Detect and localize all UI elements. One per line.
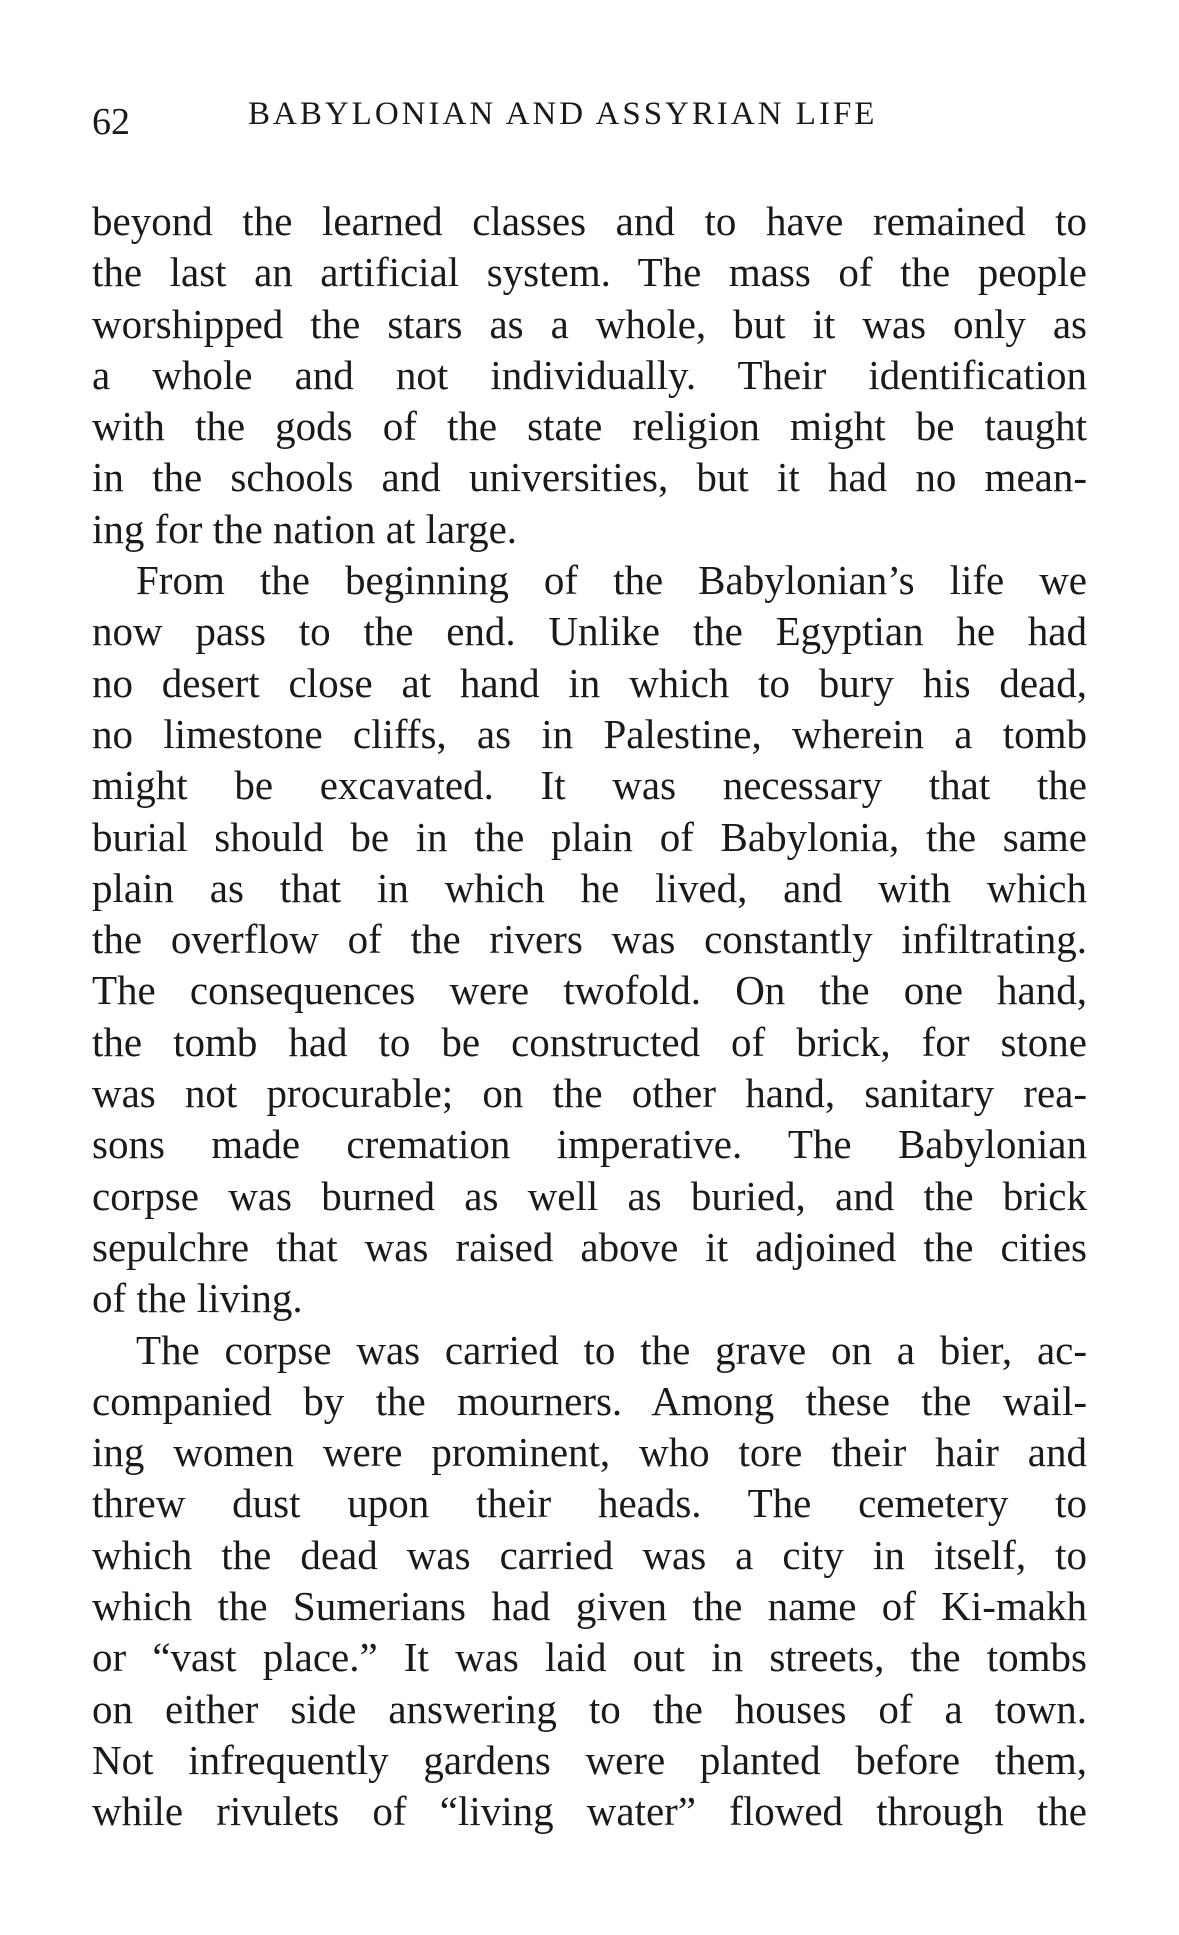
text-line: The corpse was carried to the grave on a bier, ac- bbox=[136, 1326, 1087, 1373]
text-line: no desert close at hand in which to bury his dead, bbox=[92, 659, 1087, 706]
text-line: was not procurable; on the other hand, sanitary rea- bbox=[92, 1070, 1087, 1117]
text-line: The consequences were twofold. On the one hand, bbox=[92, 967, 1087, 1014]
text-line: now pass to the end. Unlike the Egyptian he had bbox=[92, 608, 1087, 655]
body-text bbox=[92, 196, 1087, 1838]
text-line: of the living. bbox=[92, 1275, 303, 1322]
text-line: sons made cremation imperative. The Babylonian bbox=[92, 1121, 1087, 1168]
text-line: companied by the mourners. Among these the wail- bbox=[92, 1377, 1087, 1424]
text-line: beyond the learned classes and to have remained to bbox=[92, 198, 1087, 244]
text-line: the last an artificial system. The mass of the people bbox=[92, 249, 1087, 296]
text-line: ing women were prominent, who tore their hair and bbox=[92, 1429, 1087, 1476]
text-line: no limestone cliffs, as in Palestine, wherein a tomb bbox=[92, 710, 1087, 757]
text-line: worshipped the stars as a whole, but it was only as bbox=[92, 300, 1087, 347]
text-line: From the beginning of the Babylonian’s life we bbox=[136, 557, 1087, 604]
running-title: BABYLONIAN AND ASSYRIAN LIFE bbox=[248, 96, 878, 132]
text-line: the tomb had to be constructed of brick, for stone bbox=[92, 1018, 1087, 1065]
text-line: plain as that in which he lived, and with which bbox=[92, 864, 1087, 911]
page-number: 62 bbox=[92, 101, 130, 143]
text-line: threw dust upon their heads. The cemetery to bbox=[92, 1480, 1087, 1527]
text-line: the overflow of the rivers was constantly infiltrating. bbox=[92, 916, 1087, 963]
text-line: in the schools and universities, but it had no mean- bbox=[92, 454, 1087, 501]
text-line: which the dead was carried was a city in itself, to bbox=[92, 1531, 1087, 1578]
text-line: a whole and not individually. Their identification bbox=[92, 351, 1087, 398]
text-line: which the Sumerians had given the name of Ki-makh bbox=[92, 1583, 1087, 1630]
text-line: or “vast place.” It was laid out in streets, the tombs bbox=[92, 1634, 1087, 1681]
text-line: with the gods of the state religion might be taught bbox=[92, 403, 1087, 450]
paragraph bbox=[92, 555, 1087, 1324]
text-line: might be excavated. It was necessary that the bbox=[92, 762, 1087, 809]
text-line: sepulchre that was raised above it adjoined the cities bbox=[92, 1223, 1087, 1270]
text-line: Not infrequently gardens were planted before them, bbox=[92, 1736, 1087, 1783]
paragraph bbox=[92, 196, 1087, 555]
text-line: on either side answering to the houses of a town. bbox=[92, 1685, 1087, 1732]
text-line: while rivulets of “living water” flowed through the bbox=[92, 1788, 1087, 1835]
text-line: ing for the nation at large. bbox=[92, 505, 518, 552]
running-head bbox=[92, 88, 1087, 148]
book-page bbox=[92, 88, 1087, 1838]
text-line: burial should be in the plain of Babylonia, the same bbox=[92, 813, 1087, 860]
text-line: corpse was burned as well as buried, and the brick bbox=[92, 1172, 1087, 1219]
paragraph bbox=[92, 1325, 1087, 1838]
